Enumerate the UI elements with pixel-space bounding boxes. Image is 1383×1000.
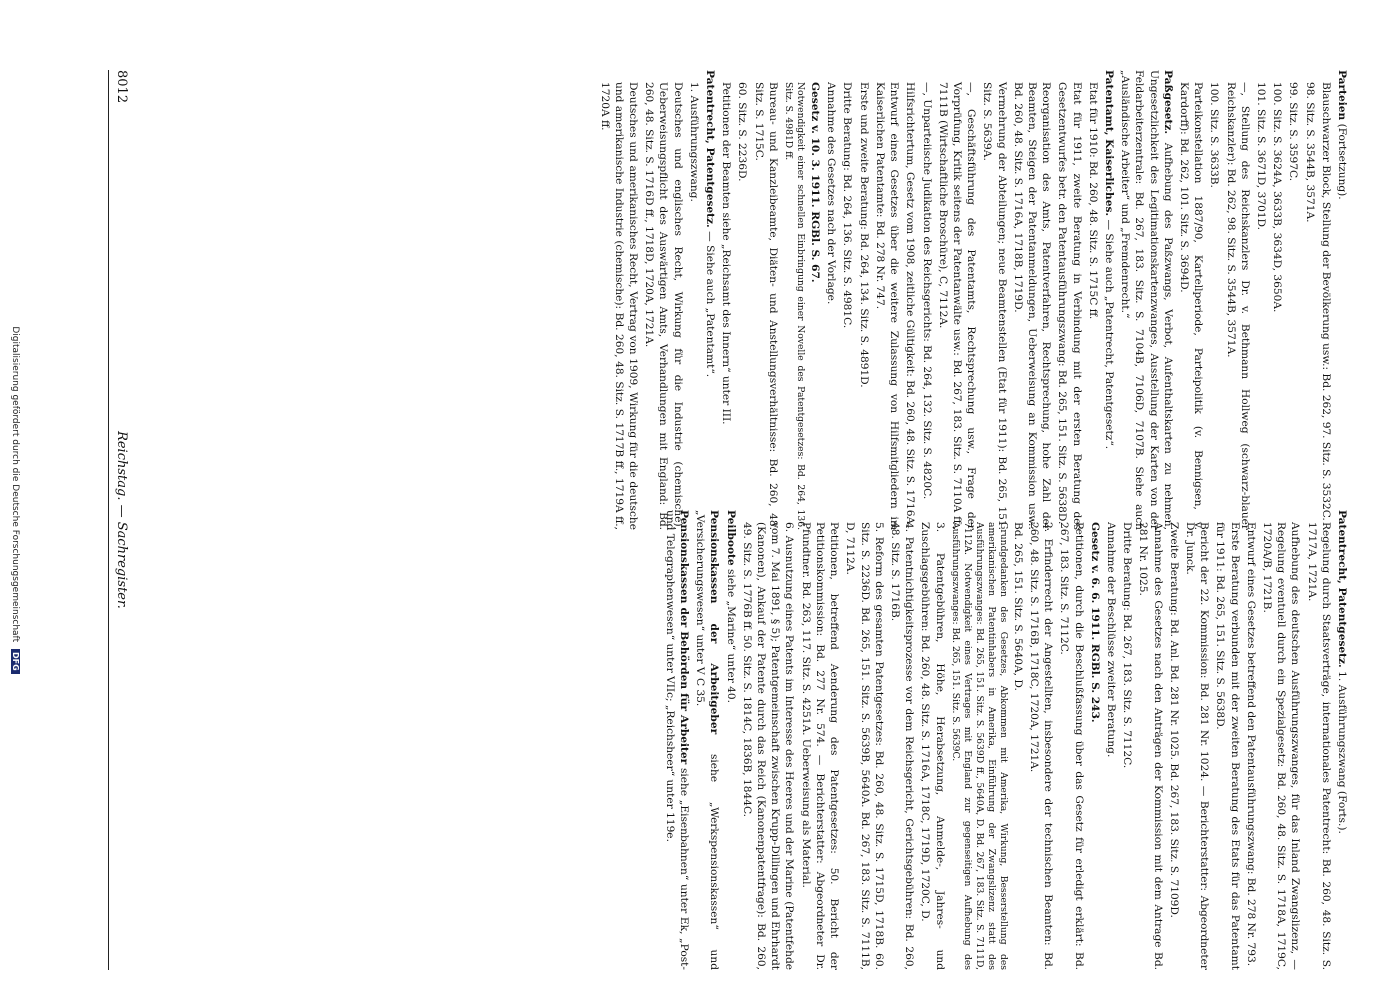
entry-text: Aufhebung des deutschen Ausführungszwanges, für das Inland Zwangslizenz, — Regelung eventuell durch ein Spezialgesetz: Bd. 260, 48. Sitz. S. 1718A, 1719C, 1720A/B, 1721B. [1260,522,1302,970]
index-entry [1104,510,1118,970]
entry-text: Entwurf eines Gesetzes betreffend den Patentausführungszwang: Bd. 278 Nr. 793. [1244,522,1257,967]
entry-text: Bericht der 22. Kommission: Bd. 281 Nr. 1024. — Berichterstatter: Abgeordneter Dr. Junck. [1183,522,1211,970]
entry-keyword: Pensionskassen der Behörden für Arbeiter [678,510,691,765]
index-entry [1011,70,1054,530]
index-entry [1183,510,1211,970]
entry-text: 4. Patentnichtigkeitsprozesse vor dem Reichsgericht, Gerichtsgebühren: Bd. 260, 48. Sitz. S. 1716B. [888,522,916,970]
entry-text: siehe „Marine“ unter 40. [724,565,737,704]
entry-text: 101. Sitz. S. 3671D, 3701D. [1254,82,1267,231]
index-entry [642,70,685,530]
entry-text: Gesetz v. 10. 3. 1911. RGBl. S. 67. [809,82,822,283]
index-entry [1260,510,1303,970]
entry-text: Annahme des Gesetzes nach den Anträgen der Kommission mit dem Antrage Bd. 281 Nr. 1025. [1137,522,1164,970]
page-header [108,70,129,970]
index-entry [719,70,733,530]
entry-text: 2. Erfinderrecht der Angestellten, insbesondere der technischen Beamten: Bd. 260, 48. Sitz. S. 1716B, 1718C, 1720A, 1721A. [1027,522,1055,970]
index-entry [1167,510,1181,970]
index-entry [735,70,749,530]
entry-keyword: Patentrecht, Patentgesetz. [704,70,717,228]
index-entry [723,510,737,970]
entry-text: siehe „Werkspensionskassen“ und „Versicherungswesen“ unter V C 35. [694,510,721,970]
index-entry [1335,510,1349,970]
index-entry [1319,70,1333,530]
index-entry [751,70,779,530]
index-entry [1055,70,1083,530]
index-entry [1207,70,1221,530]
entry-text: Petitionen, betreffend Aenderung des Patentgesetzes: 50. Bericht der Petitionskommission: Bd. 277 Nr. 574. — Berichterstatter: Abgeordneter Dr. Pfundtner. Bd. 263, 117. Sitz. S. 4251A. Ueberweisung als Material. [799,522,841,970]
index-entry [1270,70,1284,530]
entry-text: Erste und zweite Beratung: Bd. 264, 134. Sitz. S. 4891D. [857,82,870,388]
entry-text: Bd. 265, 151. Sitz. S. 5640A, D. [1011,522,1024,691]
index-entry [888,510,916,970]
index-entry [1027,510,1055,970]
entry-text: —, Unparteiische Judikation des Reichsgerichts: Bd. 264, 132. Sitz. S. 4820C. [920,82,933,500]
entry-text: 100. Sitz. S. 3624A, 3633B, 3634D, 3650A. [1271,82,1284,313]
index-entry [1118,70,1175,530]
entry-keyword: Patentrecht, Patentgesetz. [1336,510,1348,668]
entry-text: —, Stellung des Reichskanzlers Dr. v. Bethmann Hollweg (schwarz-blauer Reichskanzler): Bd. 262, 98. Sitz. S. 3544B, 3571A. [1224,82,1251,530]
index-entry [687,70,701,530]
right-column [661,510,1349,970]
entry-text: siehe „Eisenbahnen“ unter Ek, „Post- und Telegraphenwesen“ unter VIIc; „Reichsheer“ unter 119e. [663,510,691,970]
entry-text: (Fortsetzung). [1336,120,1348,200]
index-entry [1335,70,1349,530]
entry-text: Erste Beratung verbunden mit der zweiten Beratung des Etats für das Patentamt für 1911: Bd. 265, 151. Sitz. S. 5638D. [1214,522,1241,970]
entry-keyword: Pensionskassen der Arbeitgeber [708,510,721,735]
entry-text: Petitionen der Beamten siehe „Reichsamt des Innern“ unter III. [720,82,733,425]
index-entry [1102,70,1116,530]
running-title: Reichstag. — Sachregister. [114,431,129,609]
entry-text: Grundgedanken des Gesetzes, Abkommen mit Amerika, Wirkung, Besserstellung des amerikanischen Patentinhabers in Amerika, Einführung der Zwangslizenz statt des Ausführungszwanges: Bd. 265, 151. Sitz. S. 5639D ff., 5640A, D. Bd. 267, 183. Sitz. S. 7111D, 7112A. Notwendigkeit eines Vertrages mit England zur gegenseitigen Aufhebung des Ausführungszwanges: Bd. 265, 151. Sitz. S. 5639C. [949,522,1009,970]
entry-text: Entwurf eines Gesetzes über die weitere Zulassung von Hilfsmitgliedern im Kaiserlichen Patentamte: Bd. 278 Nr. 747. [873,82,901,530]
index-entry [949,510,1009,970]
entry-text: 98. Sitz. S. 3544B, 3571A. [1303,82,1316,223]
entry-text: Regelung durch Staatsverträge, internationales Patentrecht: Bd. 260, 48. Sitz. S. 1717A, 1721A. [1305,522,1332,970]
entry-text: Bureau- und Kanzleibeamte, Diäten- und Anstellungsverhältnisse: Bd. 260, 48. Sitz. S. 1715C. [752,82,779,530]
entry-text: Etat für 1911, zweite Beratung in Verbindung mit der ersten Beratung des Gesetzentwurfes betr. den Patentausführungszwang: Bd. 265, 151. Sitz. S. 5638D. [1056,82,1083,530]
entry-text: — Siehe auch „Patentamt“. [704,227,717,378]
entry-text: Zweite Beratung: Bd. Anl. Bd. 281 Nr. 1025. Bd. 267, 183. Sitz. S. 7109D. [1167,522,1180,918]
index-entry [799,510,842,970]
entry-text: 6. Ausnutzung eines Patents im Interesse des Heeres und der Marine (Patentfehde vom 7. Mai 1891, § 5); Patentgemeinschaft zwischen Krupp-Dillingen und Ehrhardt (Kanonen), Ankauf der Patente durch das Reich (Kanonenpatentfrage): Bd. 260, 49. Sitz. S. 1776B ff. 50. Sitz. S. 1814C, 1836B, 1844C. [740,522,796,970]
entry-text: — Siehe auch „Patentrecht, Patentgesetz“. [1102,216,1115,450]
entry-text: 99. Sitz. S. 3597C. [1287,82,1300,182]
entry-text: Etat für 1910: Bd. 260, 48. Sitz. S. 1715C ff. [1086,82,1099,320]
entry-text: 5. Reform des gesamten Patentgesetzes: Bd. 260, 48. Sitz. S. 1715D, 1718B. 60. Sitz. S. 2236D. Bd. 265, 151. Sitz. S. 5639B, 5640A. Bd. 267, 183. Sitz. S. 7111B, D, 7112A. [844,522,885,970]
index-entry [1213,510,1241,970]
index-entry [1302,70,1316,530]
index-entry [1177,70,1205,530]
page-footer [6,0,20,1000]
index-entry [1304,510,1332,970]
index-entry [1286,70,1300,530]
entry-text: Parteikonstellation 1887/90, Kartellperiode, Parteipolitik (v. Bennigsen, v. Kardorff): Bd. 262, 101. Sitz. S. 3694D. [1177,82,1205,530]
entry-keyword: Patentamt, Kaiserliches. [1102,70,1115,217]
index-entry [1244,510,1258,970]
index-entry [1088,510,1102,970]
entry-text: Annahme des Gesetzes nach der Vorlage. [825,82,838,305]
entry-text: Reorganisation des Amts, Patentverfahren, Rechtsprechung, hohe Zahl der Beamten, Steigen der Patentanmeldungen, Ueberweisung an Kommission usw.: Bd. 260, 48. Sitz. S. 1716A, 1718B, 1719D. [1011,82,1053,530]
index-entry [740,510,797,970]
entry-keyword: Peilboote [724,510,737,566]
left-column [595,70,1349,530]
index-entry [919,70,933,530]
entry-keyword: Parteien [1336,70,1348,121]
index-entry [1086,70,1100,530]
entry-text: 1. Ausführungszwang (Forts.). [1336,667,1348,834]
index-entry [1254,70,1268,530]
index-entry [873,70,901,530]
index-entry [840,70,854,530]
index-entry [693,510,721,970]
entry-text: Notwendigkeit einer schnellen Einbringung einer Novelle des Patentgesetzes: Bd. 264, 136. Sitz. S. 4981D ff. [782,82,806,530]
entry-text: Annahme der Beschlüsse zweiter Beratung. [1104,522,1117,758]
entry-text: 1. Ausführungszwang. [687,82,700,202]
entry-text: Petitionen, durch die Beschlußfassung über das Gesetz für erledigt erklärt: Bd. 267, 183. Sitz. S. 7112C. [1058,522,1085,970]
index-entry [1120,510,1134,970]
entry-text: Gesetz v. 6. 6. 1911. RGBl. S. 243. [1088,522,1101,723]
entry-text: Blauschwarzer Block, Stellung der Bevölkerung usw.: Bd. 262, 97. Sitz. S. 3532C. [1319,82,1332,521]
entry-text: Aufhebung des Paßzwangs, Verbot, Aufenthaltskarten zu nehmen, Ungesetzlichkeit des Legitimationskartenzwanges, Ausstellung der Karten von der Feldarbeiterzentrale: Bd. 267, 183. Sitz. S. 7104B, 7106D, 7107B. Siehe auch „Ausländische Arbeiter“ und „Fremdenrecht.“ [1119,70,1174,530]
entry-text: 60. Sitz. S. 2236D. [736,82,749,182]
page-number: 8012 [114,70,129,104]
index-entry [808,70,822,530]
entry-text: Vermehrung der Abteilungen; neue Beamtenstellen (Etat für 1911): Bd. 265, 151. Sitz. S. 5639A. [981,82,1008,530]
index-entry [1223,70,1251,530]
entry-text: Dritte Beratung: Bd. 264, 136. Sitz. S. 4981C. [841,82,854,329]
index-entry [980,70,1008,530]
entry-text: Hilfsrichtertum, Gesetz vom 1908, zeitliche Gültigkeit: Bd. 260, 48. Sitz. S. 1716A. [904,82,917,528]
index-entry [903,70,917,530]
footer-credit: Digitalisierung gefördert durch die Deutsche Forschungsgemeinschaft [10,326,20,643]
index-entry [782,70,806,530]
index-entry [1136,510,1164,970]
index-entry [1011,510,1025,970]
index-entry [663,510,691,970]
entry-text: Deutsches und englisches Recht, Wirkung für die Industrie (chemische), Ueberweisungspflicht des Auswärtigen Amts, Verhandlungen mit England: Bd. 260, 48. Sitz. S. 1716D ff., 1718D, 1720A, 1721A. [643,82,684,530]
index-entry [703,70,717,530]
index-entry [597,70,640,530]
entry-text: 100. Sitz. S. 3633B. [1208,82,1221,188]
index-entry [843,510,886,970]
index-entry [936,70,979,530]
index-entry [824,70,838,530]
entry-text: 3. Patentgebühren, Höhe, Herabsetzung, Anmelde-, Jahres- und Zuschlagsgebühren: Bd. 260, 48. Sitz. S. 1716A, 1718C, 1719D, 1720C, D. [919,522,946,970]
index-entry [1057,510,1085,970]
entry-keyword: Paßgesetz. [1161,70,1174,135]
entry-text: —, Geschäftsführung des Patentamts, Rechtsprechung usw., Frage der Vorprüfung, Kritik seitens der Patentanwälte usw.: Bd. 267, 183. Sitz. S. 7110A ff., 7111B (Wirtschaftliche Broschüre), C, 7112A. [936,82,978,530]
index-entry [918,510,946,970]
entry-text: Deutsches und amerikanisches Recht, Vertrag von 1909, Wirkung für die deutsche und amerikanische Industrie (chemische): Bd. 260, 48. Sitz. S. 1717B ff., 1719A ff., 1720A ff. [598,82,640,530]
dfg-logo: DFG [11,649,20,674]
entry-text: Dritte Beratung: Bd. 267, 183. Sitz. S. 7112C. [1121,522,1134,769]
index-entry [857,70,871,530]
